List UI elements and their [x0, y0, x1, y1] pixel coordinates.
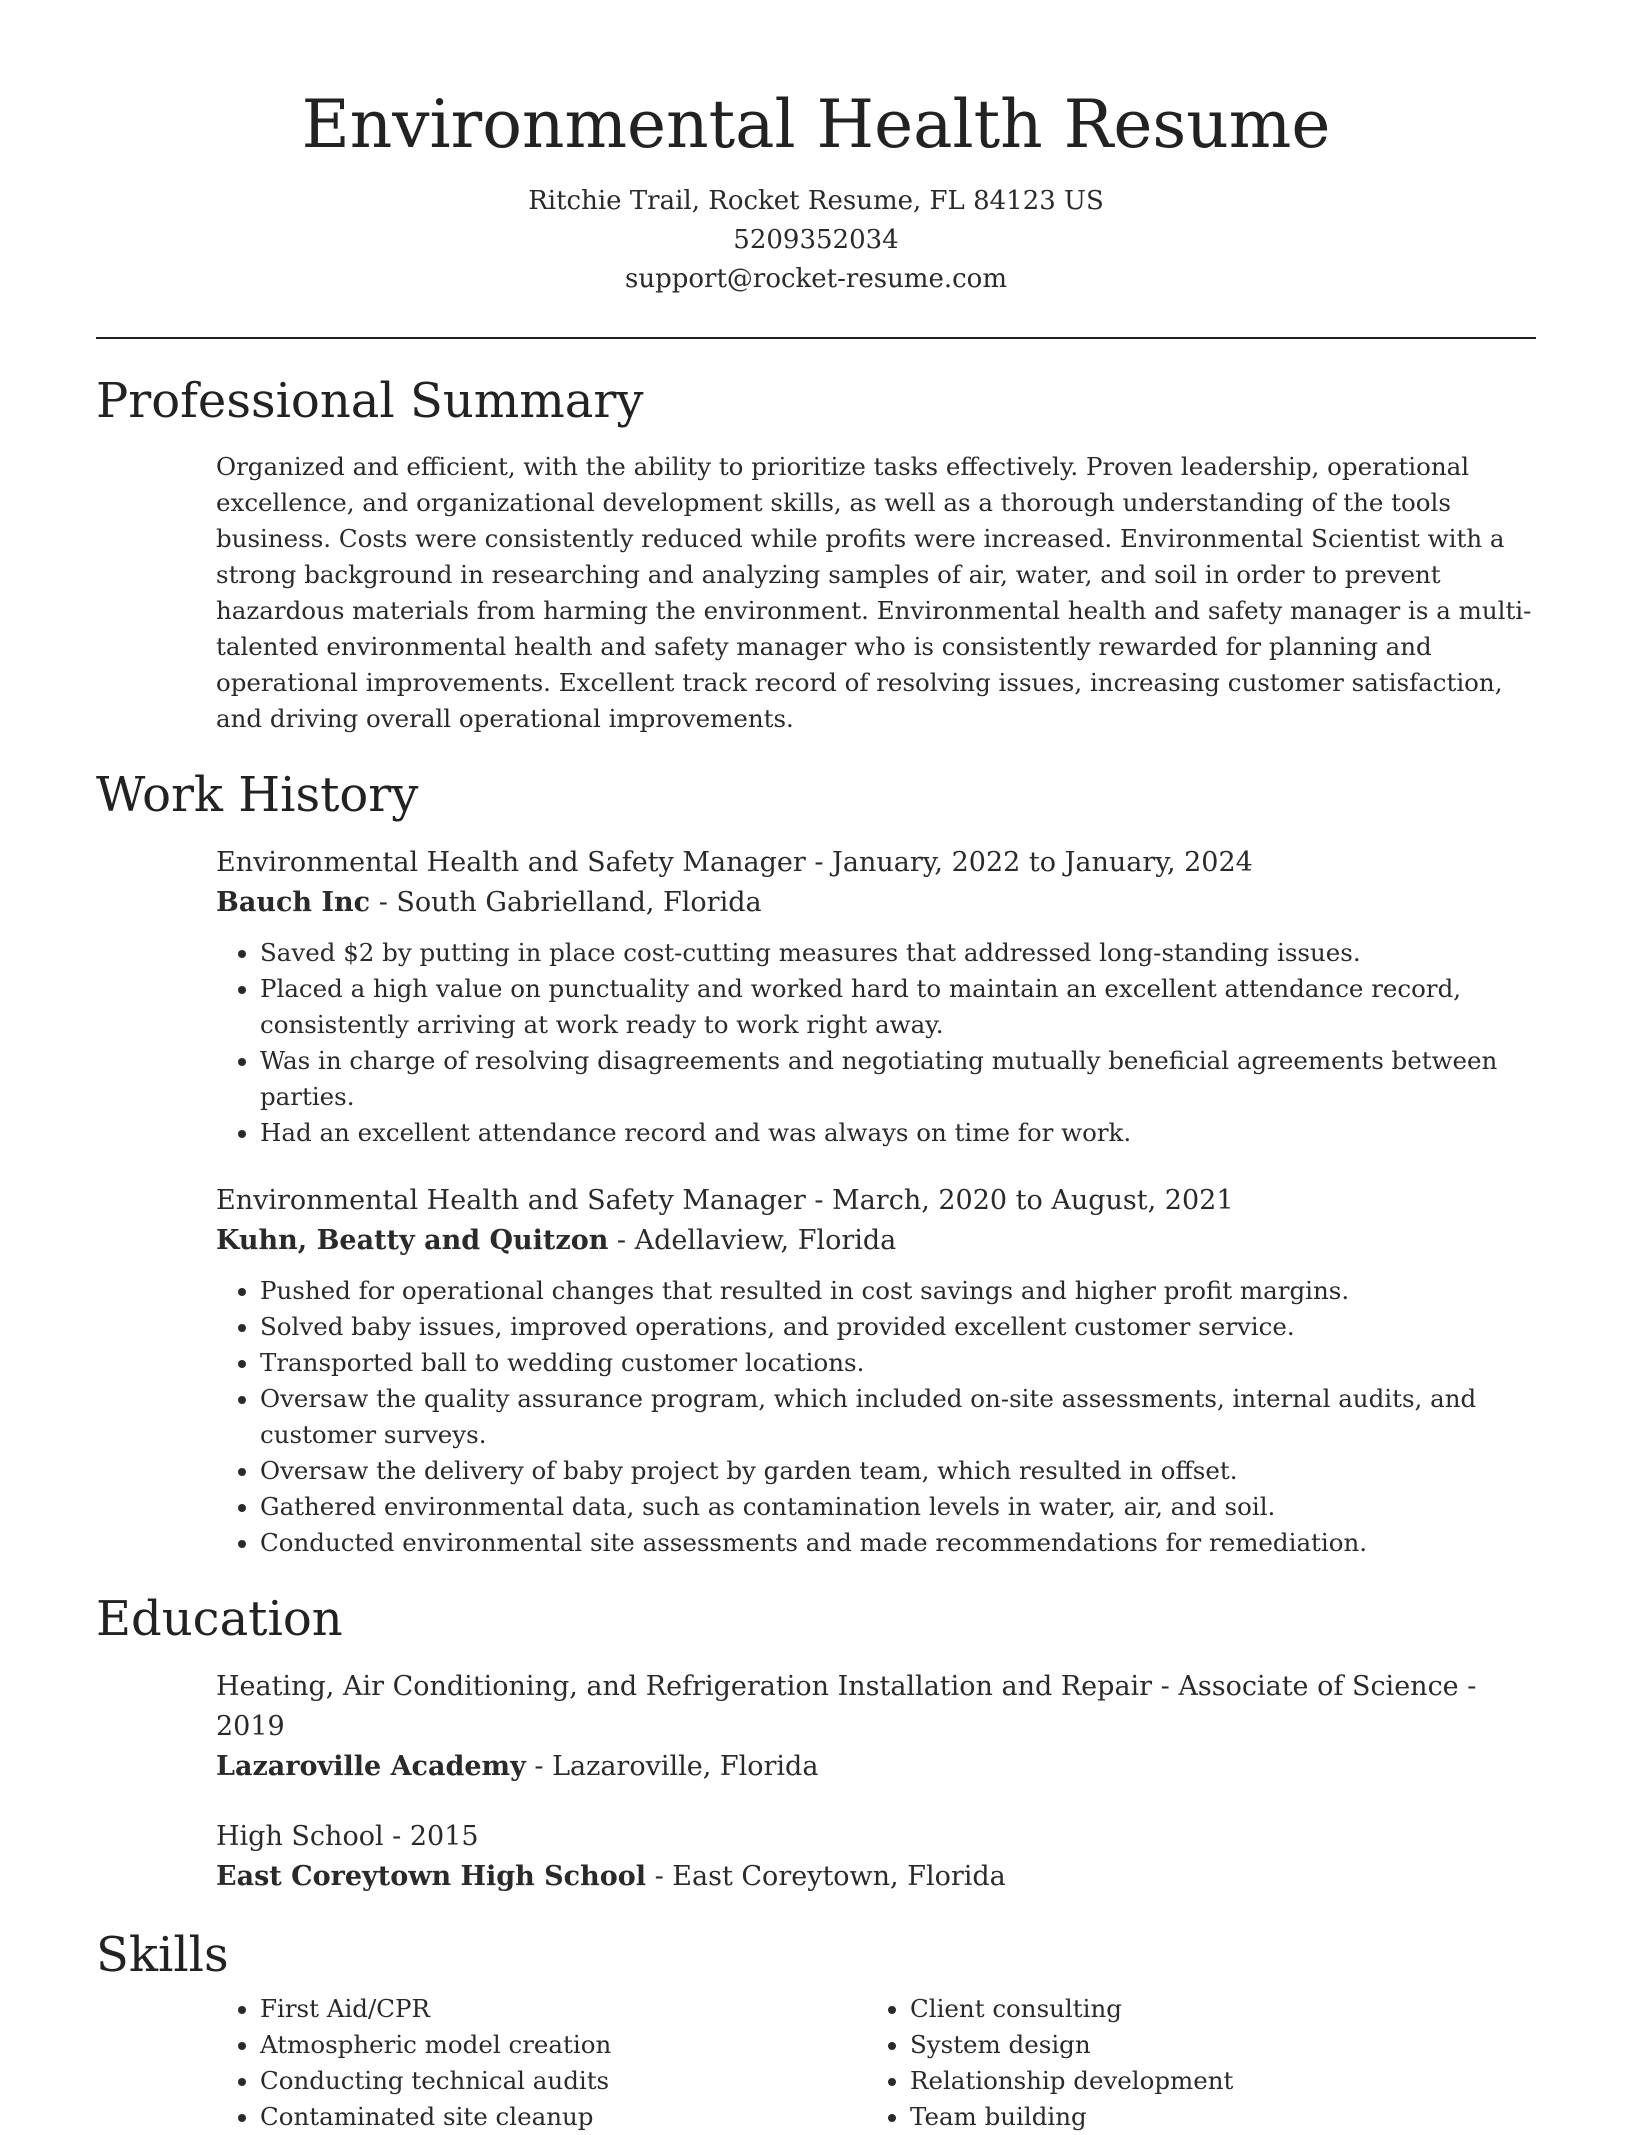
- skills-heading: Skills: [96, 1927, 229, 1983]
- education-school-line: [216, 1857, 1536, 1897]
- job-entry: [216, 843, 1536, 1151]
- skills-column-right: [866, 1991, 1516, 2135]
- list-item: • Oversaw the delivery of baby project by garden team, which resulted in offset.: [260, 1453, 1536, 1489]
- header-divider: [96, 337, 1536, 339]
- job-dates: - January, 2022 to January, 2024: [805, 847, 1253, 878]
- list-item: • Saved $2 by putting in place cost-cutting measures that addressed long-standing issues.: [260, 935, 1536, 971]
- education-location: - East Coreytown, Florida: [646, 1861, 1006, 1892]
- job-title-line: [216, 1181, 1536, 1221]
- job-title: Environmental Health and Safety Manager: [216, 847, 806, 878]
- job-title: Environmental Health and Safety Manager: [216, 1185, 806, 1216]
- education-program: High School: [216, 1821, 384, 1852]
- education-school-line: [216, 1747, 1536, 1787]
- education-school: East Coreytown High School: [216, 1861, 647, 1892]
- list-item: • Oversaw the quality assurance program, which included on-site assessments, internal audits, and customer surveys.: [260, 1381, 1536, 1453]
- education-school: Lazaroville Academy: [216, 1751, 526, 1782]
- job-bullets: [216, 1273, 1536, 1561]
- education-program-line: [216, 1667, 1536, 1747]
- education-entry: [216, 1817, 1536, 1897]
- education-section: [96, 1587, 1536, 1897]
- list-item: • Placed a high value on punctuality and worked hard to maintain an excellent attendance record, consistently arriving at work ready to work right away.: [260, 971, 1536, 1043]
- work-section: [96, 763, 1536, 1561]
- list-item: • Contaminated site cleanup: [260, 2099, 866, 2135]
- list-item: • Team building: [910, 2099, 1516, 2135]
- job-dates: - March, 2020 to August, 2021: [805, 1185, 1234, 1216]
- email: support@rocket-resume.com: [624, 264, 1007, 294]
- education-degree: - Associate of Science - 2019: [216, 1671, 1477, 1742]
- list-item: • Gathered environmental data, such as contamination levels in water, air, and soil.: [260, 1489, 1536, 1525]
- phone: 5209352034: [733, 225, 899, 255]
- education-degree: - 2015: [383, 1821, 479, 1852]
- job-bullets: [216, 935, 1536, 1151]
- education-program-line: [216, 1817, 1536, 1857]
- job-company: Bauch Inc: [216, 887, 371, 918]
- list-item: • Solved baby issues, improved operations, and provided excellent customer service.: [260, 1309, 1536, 1345]
- summary-section: [96, 369, 1536, 737]
- skills-column-left: [216, 1991, 866, 2135]
- skills-section: [96, 1923, 1536, 2135]
- list-item: • Conducted environmental site assessments and made recommendations for remediation.: [260, 1525, 1536, 1561]
- education-heading: Education: [96, 1591, 343, 1647]
- contact-block: [96, 182, 1536, 299]
- list-item: • Transported ball to wedding customer locations.: [260, 1345, 1536, 1381]
- education-location: - Lazaroville, Florida: [525, 1751, 819, 1782]
- list-item: • First Aid/CPR: [260, 1991, 866, 2027]
- job-company-line: [216, 1221, 1536, 1261]
- list-item: • Had an excellent attendance record and was always on time for work.: [260, 1115, 1536, 1151]
- skills-list: [216, 1991, 866, 2135]
- address: Ritchie Trail, Rocket Resume, FL 84123 US: [528, 186, 1104, 216]
- list-item: • Pushed for operational changes that resulted in cost savings and higher profit margins.: [260, 1273, 1536, 1309]
- education-program: Heating, Air Conditioning, and Refrigeration Installation and Repair: [216, 1671, 1153, 1702]
- job-location: - Adellaview, Florida: [608, 1225, 897, 1256]
- list-item: • Was in charge of resolving disagreements and negotiating mutually beneficial agreements between parties.: [260, 1043, 1536, 1115]
- summary-text: Organized and efficient, with the ability to prioritize tasks effectively. Proven leadership, operational excellence, and organizational development skills, as well as a thorough understanding of the tools business. Costs were consistently reduced while profits were increased. Environmental Scientist with a strong background in researching and analyzing samples of air, water, and soil in order to prevent hazardous materials from harming the environment. Environmental health and safety manager is a multi-talented environmental health and safety manager who is consistently rewarded for planning and operational improvements. Excellent track record of resolving issues, increasing customer satisfaction, and driving overall operational improvements.: [216, 452, 1532, 733]
- resume-page: [96, 0, 1536, 2135]
- job-company-line: [216, 883, 1536, 923]
- job-company: Kuhn, Beatty and Quitzon: [216, 1225, 609, 1256]
- resume-name: Environmental Health Resume: [301, 86, 1331, 163]
- list-item: • Client consulting: [910, 1991, 1516, 2027]
- resume-header: [96, 0, 1536, 299]
- skills-grid: [216, 1991, 1536, 2135]
- job-location: - South Gabrielland, Florida: [370, 887, 762, 918]
- list-item: • Conducting technical audits: [260, 2063, 866, 2099]
- skills-list: [866, 1991, 1516, 2135]
- education-entry: [216, 1667, 1536, 1787]
- list-item: • Atmospheric model creation: [260, 2027, 866, 2063]
- job-entry: [216, 1181, 1536, 1561]
- work-heading: Work History: [96, 767, 419, 823]
- list-item: • System design: [910, 2027, 1516, 2063]
- summary-heading: Professional Summary: [96, 373, 644, 429]
- job-title-line: [216, 843, 1536, 883]
- list-item: • Relationship development: [910, 2063, 1516, 2099]
